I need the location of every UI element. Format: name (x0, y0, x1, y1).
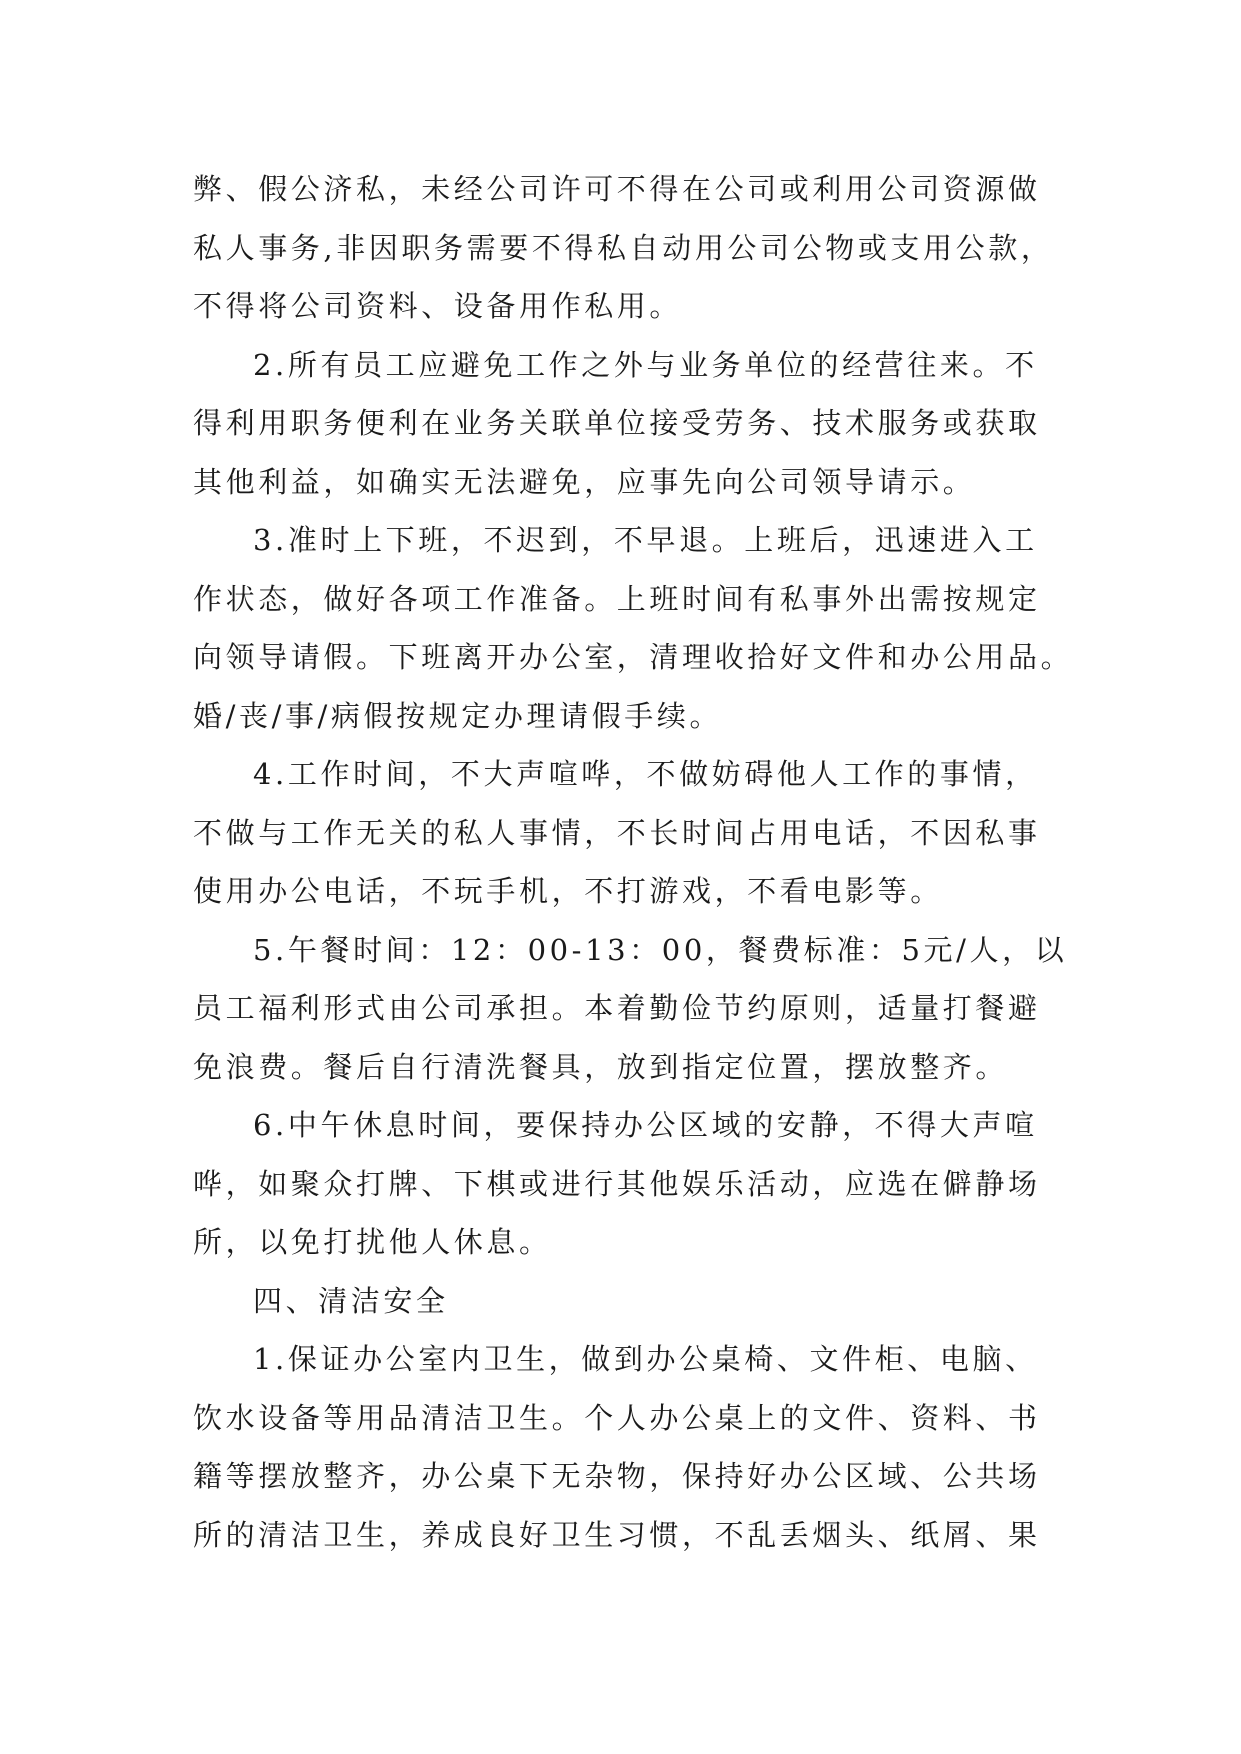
text-line: 其他利益，如确实无法避免，应事先向公司领导请示。 (193, 464, 976, 499)
text-line: 婚/丧/事/病假按规定办理请假手续。 (193, 698, 723, 733)
text-line: 6.中午休息时间，要保持办公区域的安静，不得大声喧 (253, 1108, 1038, 1142)
text-line: 哗，如聚众打牌、下棋或进行其他娱乐活动，应选在僻静场 (193, 1166, 1041, 1201)
body-text (193, 160, 1093, 1564)
text-line: 1.保证办公室内卫生，做到办公桌椅、文件柜、电脑、 (253, 1342, 1038, 1376)
section-heading: 四、清洁安全 (253, 1283, 449, 1318)
text-line: 不得将公司资料、设备用作私用。 (193, 289, 683, 323)
text-line: 弊、假公济私，未经公司许可不得在公司或利用公司资源做 (193, 172, 1041, 206)
text-line: 使用办公电话，不玩手机，不打游戏，不看电影等。 (193, 874, 943, 908)
text-line: 不做与工作无关的私人事情，不长时间占用电话，不因私事 (193, 815, 1041, 850)
text-line: 2.所有员工应避免工作之外与业务单位的经营往来。不 (253, 347, 1038, 382)
text-line: 所，以免打扰他人休息。 (193, 1225, 552, 1259)
text-line: 饮水设备等用品清洁卫生。个人办公桌上的文件、资料、书 (193, 1400, 1041, 1435)
text-line: 作状态，做好各项工作准备。上班时间有私事外出需按规定 (193, 581, 1041, 616)
text-line: 私人事务,非因职务需要不得私自动用公司公物或支用公款， (193, 230, 1054, 265)
text-line: 向领导请假。下班离开办公室，清理收拾好文件和办公用品。 (193, 640, 1074, 674)
text-line: 所的清洁卫生，养成良好卫生习惯，不乱丢烟头、纸屑、果 (193, 1517, 1041, 1552)
text-line: 得利用职务便利在业务关联单位接受劳务、技术服务或获取 (193, 406, 1041, 440)
text-line: 籍等摆放整齐，办公桌下无杂物，保持好办公区域、公共场 (193, 1459, 1041, 1493)
text-line: 员工福利形式由公司承担。本着勤俭节约原则，适量打餐避 (193, 991, 1041, 1025)
text-line: 5.午餐时间：12：00-13：00，餐费标准：5元/人，以 (253, 932, 1068, 967)
text-line: 4.工作时间，不大声喧哗，不做妨碍他人工作的事情， (253, 757, 1038, 791)
text-line: 免浪费。餐后自行清洗餐具，放到指定位置，摆放整齐。 (193, 1049, 1009, 1084)
text-line: 3.准时上下班，不迟到，不早退。上班后，迅速进入工 (253, 523, 1038, 557)
